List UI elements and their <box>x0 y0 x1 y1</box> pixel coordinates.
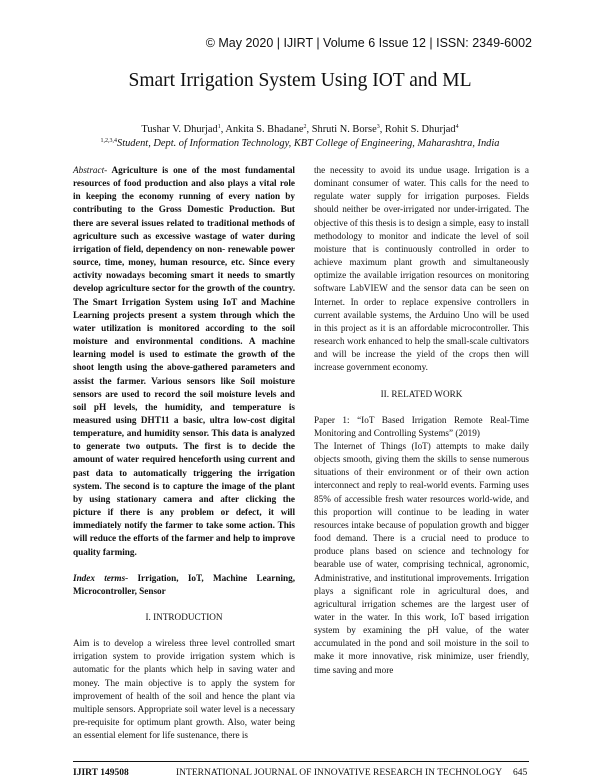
abstract <box>73 164 295 559</box>
author-sup: 3 <box>376 124 380 130</box>
section-heading-related-work: II. RELATED WORK <box>380 388 463 399</box>
index-terms-text: Irrigation, IoT, Machine Learning, Microcontroller, Sensor <box>73 572 295 596</box>
author-name: Shruti N. Borse <box>311 124 377 135</box>
paper-title: Smart Irrigation System Using IOT and ML <box>128 70 472 91</box>
author-name: Rohit S. Dhurjad <box>384 124 456 135</box>
index-terms <box>73 572 295 598</box>
affiliation <box>0 138 600 149</box>
footer-divider <box>73 761 529 762</box>
related-paper-title: Paper 1: “IoT Based Irrigation Remote Real-Time Monitoring and Controlling Systems” (2019) <box>314 414 529 438</box>
abstract-text: Agriculture is one of the most fundamental resources of food production and also plays a vital role in keeping the economy running of every nation by contributing to the Gross Domestic Production. But there are several issues related to traditional methods of agriculture such as excessive wastage of water during irrigation of field, dependency on non- renewable power source, time, money, human resource, etc. Since every activity nowadays becoming smart it needs to smartly develop agriculture sector for the growth of the country. The Smart Irrigation System using IoT and Machine Learning projects present a system through which the water utilization is monitored according to the soil moisture and environmental conditions. A machine learning model is used to estimate the growth of the shoot length using the above-gathered parameters and assist the farmer. Various sensors like Soil moisture sensors are used to record the soil moisture levels and soil pH levels, the humidity, and temperature is measured using DHT11 a basic, ultra low-cost digital temperature, and humidity sensor. This data is analyzed to generate two outputs. The first is to decide the amount of water required henceforth using current and past data to automatically triggering the irrigation system. The second is to capture the image of the plant by using stationary camera and after clicking the picture if there is any problem or defect, it will immediately notify the farmer to take some action. This will reduce the efforts of the farmer and help to improve quality farming. <box>73 165 295 557</box>
affiliation-text: Student, Dept. of Information Technology, KBT College of Engineering, Maharashtra, India <box>117 138 500 149</box>
footer-article-id: IJIRT 149508 <box>73 768 129 778</box>
footer-journal-name: INTERNATIONAL JOURNAL OF INNOVATIVE RESEARCH IN TECHNOLOGY <box>176 768 503 778</box>
author-sup: 2 <box>303 124 307 130</box>
section-heading-introduction: I. INTRODUCTION <box>145 612 223 622</box>
introduction-text-continued: the necessity to avoid its undue usage. Irrigation is a dominant consumer of water. This calls for the need to regulate water supply for irrigation purposes. Fields should neither be over-irrigated nor under-irrigated. The objective of this thesis is to design a simple, easy to install methodology to monitor and indicate the level of soil moisture that is continuously controlled in order to achieve maximum plant growth and simultaneously optimize the available irrigation resources on monitoring software LabVIEW and the sensor data can be seen on Internet. In order to replace expensive controllers in current available systems, the Arduino Uno will be used in this project as it is an affordable microcontroller. This research work enhanced to help the small-scale cultivators and will be increase the yield of the crops then will increase government economy. <box>314 165 529 373</box>
index-terms-label: Index terms- <box>73 572 129 583</box>
introduction-text: Aim is to develop a wireless three level controlled smart irrigation system to provide irrigation system which is automatic for the plants which help in saving water and money. The main objective is to apply the system for improvement of health of the soil and hence the plant via multiple sensors. Appropriate soil water level is a necessary pre-requisite for optimum plant growth. Also, water being an essential element for life sustenance, there is <box>73 638 295 741</box>
journal-header: © May 2020 | IJIRT | Volume 6 Issue 12 | ISSN: 2349-6002 <box>205 36 532 50</box>
author-list: Tushar V. Dhurjad$^1$, Ankita S. Bhadane$^2$, Shruti N. Borse$^3$, Rohit S. Dhurjad$^4$ <box>141 124 459 135</box>
author-sup: 1 <box>217 124 221 130</box>
left-column <box>73 164 295 742</box>
related-paper-text: The Internet of Things (IoT) attempts to make daily objects smooth, giving them the skills to sense numerous situations of their environment or of their own action interconnect and reply to real-world events. Farming uses 85% of accessible fresh water resources world-wide, and this proportion will continue to be leading in water resources intake because of population growth and bigger food demand. There is a crucial need to produce to produce plans based on science and technology for bearable use of water, comprising technical, agronomic, Administrative, and institutional improvements. Irrigation plays a significant role in agricultural does, and agricultural irrigation schemes are the largest user of water in the water. In this work, IoT based irrigation system by examining the pH value, of the water accumulated in the pond and soil moisture in the soil to make it more innovative, risk minimize, user friendly, time saving and more <box>314 440 529 675</box>
right-column <box>314 164 529 677</box>
abstract-label: Abstract- <box>73 165 108 175</box>
page-number: 645 <box>513 768 528 778</box>
author-sup: 4 <box>455 124 459 130</box>
affiliation-sup: 1,2,3,4 <box>100 138 118 144</box>
author-name: Ankita S. Bhadane <box>225 124 304 135</box>
author-name: Tushar V. Dhurjad <box>141 124 218 135</box>
